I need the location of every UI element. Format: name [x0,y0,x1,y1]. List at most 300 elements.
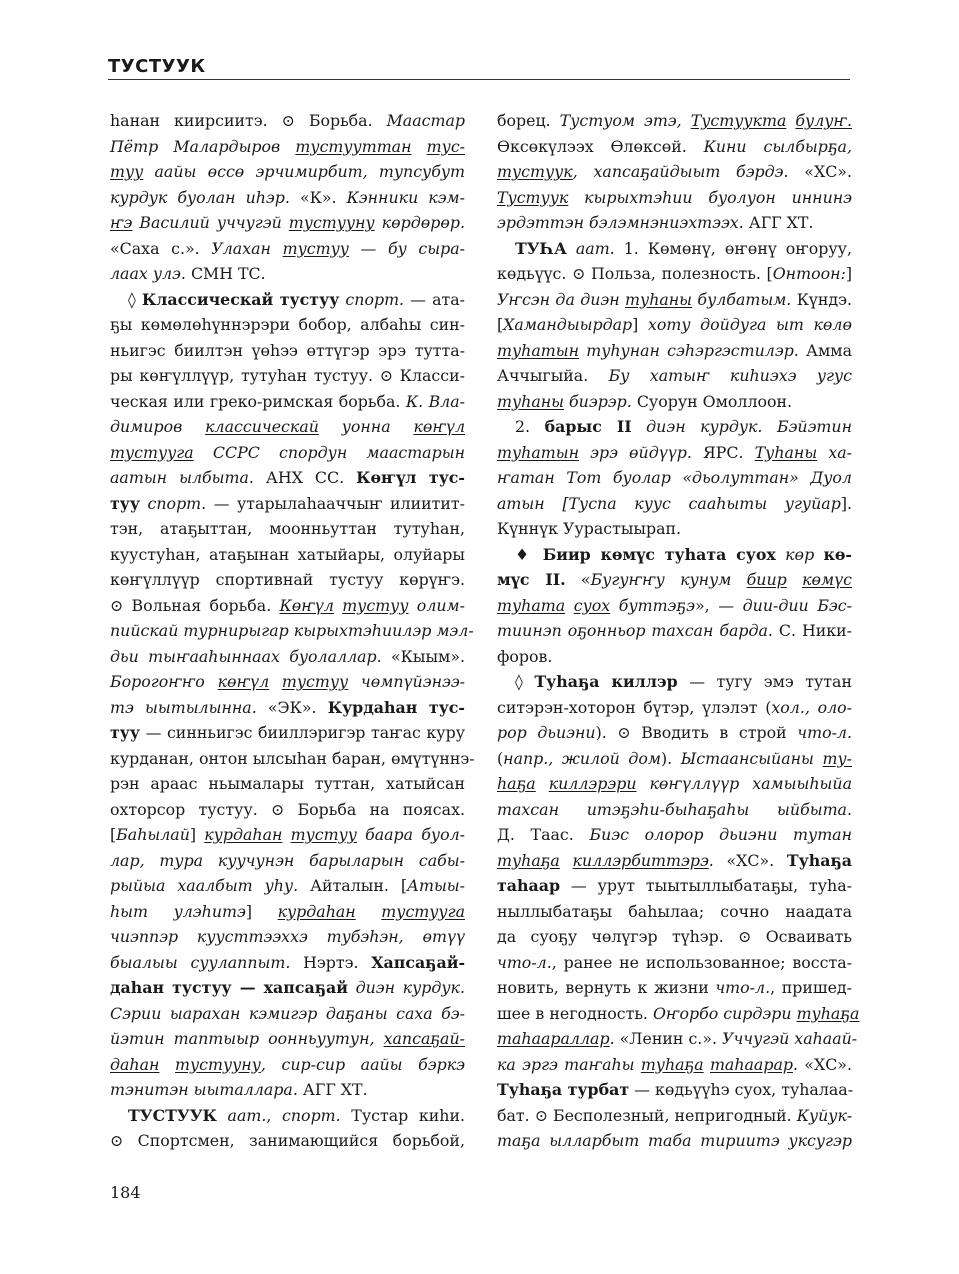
text-run: туу [110,723,141,742]
text-line [110,1103,465,1129]
text-line [497,746,852,772]
text-run: ] [845,264,852,283]
text-run: Хапсаҕай- [371,952,465,972]
text-run: что-л. [797,723,852,742]
text-run: тэн, атаҕыттан, моонньуттан тутуһан, [110,519,465,538]
text-run: « [565,570,591,589]
text-run: дьи тыҥааһыннаах буолаллар. [110,646,382,666]
text-line [110,848,465,874]
text-run: Бугуҥҥу кунум [590,570,747,589]
text-run: олим- [408,595,465,615]
text-run: туу [110,493,141,513]
right-column [497,108,860,1154]
text-run [776,545,785,564]
text-line [110,618,474,644]
text-line [497,720,852,746]
text-run [356,902,382,921]
text-run: ( [497,748,504,768]
text-run: һаҕа [497,774,536,793]
text-run: көдьүүс. ⊙ Польза, полезность. [ [497,264,773,283]
text-run: [ [497,315,504,334]
text-run: аат. [227,1105,267,1125]
text-run: «Саха с.». [110,238,212,258]
text-run: диэн курдук. [355,978,465,997]
text-run [536,774,549,793]
text-run: ♦ [515,544,543,564]
text-line [110,287,465,313]
text-run: туһаҕа [497,850,560,870]
text-run: хол., оло- [771,697,853,717]
text-run: Күндэ. [791,289,852,309]
text-run: напр., жилой дом [503,748,661,768]
text-run: К. Вла- [405,391,465,411]
text-run: уонна [318,417,414,436]
text-run: бат. ⊙ Бесполезный, непригодный. [497,1105,797,1125]
text-run: чиэппэр куусттээххэ тубэһэн, өтүү [110,927,465,946]
text-run: аатын ылбыта. [110,468,254,487]
text-run: Атыы- [407,876,466,895]
text-run: көрдөрөр. [374,213,465,232]
text-line [110,159,465,185]
text-run: Уччугэй хаһаай- [722,1029,858,1048]
text-line [497,108,852,134]
text-run: рор дьиэни [497,723,596,742]
text-run: булбатым. [692,289,792,309]
text-line [497,312,852,338]
text-run: куустуһан, атаҕынан хатыйары, олуйары [110,544,465,564]
text-run: аайы өссө эрчимирбит, тупсубут [143,162,465,181]
text-run [787,570,802,589]
running-head: ТУСТУУК [108,56,206,77]
text-line [110,440,465,466]
text-run: Кэнники кэм- [346,187,465,207]
text-run: көҥүллүүр хамыыһыйа [636,774,852,793]
text-run [217,1106,228,1125]
text-run: киллэрбиттэрэ [572,850,709,870]
text-run: ]. [840,493,852,513]
text-line [110,1026,465,1052]
text-run: ка эргэ таҥаһы [497,1054,641,1074]
text-line [110,593,465,619]
text-line [110,797,465,823]
text-run: туһаны [625,289,693,309]
text-run: тустууга [381,901,465,921]
text-run: ры көҥүллүүр, тутуһан тустуу. ⊙ Класси- [110,366,465,385]
text-run: хоту дойдуга ыт көлө [647,315,853,334]
text-line [110,516,465,542]
text-run: «Ленин с.». [614,1029,723,1048]
text-run: спорт. [282,1105,341,1125]
text-run: рыйыа хаалбыт уһу. [110,876,299,895]
text-run: тахсан итэҕэһи-быһаҕаһы ыйбыта. [497,799,852,819]
text-run [205,672,218,691]
text-line [497,440,852,466]
text-run: Бу хатыҥ киһиэхэ угус [608,366,853,385]
text-run: рэн араас ньымалары туттан, хатыйсан [110,774,465,793]
text-run: даһан [110,1054,160,1074]
text-line [497,542,852,568]
text-run: пийскай турнирыгар кырыхтэһиилэр мэл- [110,621,474,640]
text-run: Туһаҕа киллэр [534,672,678,691]
text-run: таҕа ылларбыт таба тириитэ уксугэр [497,1131,852,1150]
text-run: тустууга [110,442,194,462]
text-run: тустууну [288,213,375,232]
text-line [110,363,465,389]
text-line [110,567,465,593]
text-run: туһаҕа [640,1054,704,1074]
text-run: — урут тыытыллыбатаҕы, туһа- [560,876,852,895]
text-run: тустуу [281,672,349,691]
text-run: биэрэр. [564,391,632,411]
text-run: ту- [822,748,852,768]
text-run [567,239,576,258]
text-run: 1. Көмөнү, өҥөнү оҥоруу, [614,238,852,258]
text-line [497,975,852,1001]
text-line [110,338,465,364]
text-line [110,210,465,236]
text-line [110,669,465,695]
text-line [110,975,465,1001]
text-run: эрдэттэн бэлэмнэниэхтээх. [497,213,744,232]
text-run: Тустар киһи. [340,1105,465,1125]
text-run: Куйук- [796,1105,853,1125]
text-run: курданан, онтон ылсыһан баран, өмүтүннэ- [110,748,475,768]
text-line [497,134,852,160]
text-line [110,134,465,160]
text-line [110,720,465,746]
text-line [497,669,852,695]
text-run: , сир-сир аайы бэркэ [260,1054,465,1074]
text-run: тустууттан [295,136,412,156]
text-run: Биир көмүс туһата суох [542,544,776,564]
text-run: ] [189,825,205,844]
text-run: Өксөкүлээх Өлөксөй. [497,136,704,156]
text-run: Борогоҥҥо [110,672,205,691]
text-run: ◊ [128,289,142,309]
text-run: Кини сылбырҕа, [703,136,852,156]
text-line [497,1001,860,1027]
text-run [560,851,573,870]
text-run: [ [110,825,117,844]
text-run: чөмпүйэнээ- [348,672,466,691]
text-run: йэтин таптыыр оонньуутун, [110,1029,384,1048]
text-run: туһатын [497,340,579,360]
text-run: ] [632,315,648,334]
text-run [334,596,342,615]
text-line [497,848,852,874]
text-line [497,873,852,899]
text-line [110,414,465,440]
text-run: «Кыым». [381,646,466,666]
text-run: Оҥорбо сирдэри [652,1003,797,1023]
text-run: Көҥүл [279,595,334,615]
text-run: Тустуом этэ, [559,111,691,130]
text-run: ситэрэн-хоторон бүтэр, үлэлэт ( [497,697,772,717]
text-run: тустуу [342,595,409,615]
header-rule [108,79,850,80]
text-run: һанан киирсиитэ. ⊙ Борьба. [110,111,387,130]
text-run: ТУСТУУК [128,1105,217,1125]
text-run: Суорун Омоллоон. [631,391,793,411]
text-line [497,338,852,364]
text-run: Улахан [211,238,283,258]
text-run: ). ⊙ Вводить в строй [595,723,798,742]
text-run: тиинэп оҕонньор тахсан барда. [497,621,773,640]
text-run: димиров [110,417,206,436]
text-line [497,1103,852,1129]
text-run [159,1055,175,1074]
text-run: — көдьүүһэ суох, туһалаа- [629,1080,854,1099]
text-run: ҥэ [110,213,133,232]
text-run: Күннүк Уурастыырап. [497,519,682,538]
text-run: Туһаҕа турбат [497,1080,630,1099]
text-run: «ЭК». [256,697,328,717]
text-run: Тустуук [497,187,569,207]
text-run: лар, тура куучунэн барыларын сабы- [110,850,465,870]
text-line [110,746,475,772]
text-run: шее в негодность. [497,1003,653,1023]
text-line [497,287,852,313]
text-line [497,210,852,236]
text-run [412,137,427,156]
text-run: , хапсаҕайдыыт бэрдэ. [572,162,789,181]
text-run: ҥатан Тот буолар «дьолуттан» Дуол [497,468,852,487]
text-line [497,516,852,542]
text-run: ССРС спордун маастарын [193,442,465,462]
text-run: көр [785,544,815,564]
text-run: ҕы көмөлөһүннэрэри бобор, албаһы син- [110,315,465,334]
text-run: диэн курдук. Бэйэтин [646,417,852,436]
text-run: буттэҕэ [610,595,695,615]
text-line [497,899,852,925]
text-line [497,593,852,619]
text-run: суох [573,595,611,615]
text-run: Баһылай [116,825,190,844]
text-run: Туһаҕа [786,850,852,870]
text-line [497,261,852,287]
text-run: Туспа куус сааһыты угуйар [568,493,841,513]
text-run: ). [660,748,681,768]
text-run: көмүс [802,570,852,589]
text-line [110,644,465,670]
text-run: мүс II. [497,570,566,589]
text-run: таһаар [497,876,561,895]
text-line [497,1052,852,1078]
text-run: ньигэс биилтэн үөһээ өттүгэр эрэ тутта- [110,340,465,360]
text-line [497,924,852,950]
text-line [110,542,465,568]
text-run: — ата- [404,289,465,309]
text-run: ЯРС. [691,442,755,462]
text-run: АНХ СС. [253,468,357,487]
text-line [497,567,852,593]
text-run: «ХС». [798,1054,852,1074]
text-run: хапсаҕай- [383,1029,465,1048]
text-line [497,389,852,415]
text-line [497,644,852,670]
text-line [110,899,465,925]
text-run: ] [245,901,278,921]
text-run: кө- [823,544,852,564]
text-line [110,185,465,211]
text-line [110,312,465,338]
text-run: форов. [497,646,553,666]
text-run: тустууну [175,1054,261,1074]
text-line [497,1077,852,1103]
text-line [110,924,465,950]
text-run: аат. [575,238,615,258]
text-run [269,672,282,691]
text-run [632,417,647,436]
text-run: туу [110,162,144,181]
text-run: тус- [426,136,465,156]
text-run: Сэрии ыарахан кэмигэр даҕаны саха бэ- [110,1003,465,1023]
text-run: — тугу эмэ тутан [677,672,852,691]
text-run: классическай [205,417,319,436]
text-line [497,465,852,491]
text-run: ТУҺА [515,238,567,258]
text-run: 2. [515,417,545,436]
text-run: Д. Таас. [497,825,590,844]
text-run: Амма [798,340,852,360]
text-line [497,363,852,389]
text-run: , [266,1105,283,1125]
text-run [140,494,148,513]
text-run: тэ ыытылынна. [110,697,257,717]
text-line [497,771,852,797]
text-run: . [609,1029,615,1048]
text-run: С. Ники- [772,621,852,640]
text-run: , ранее не использованное; восста- [551,952,852,972]
text-line [497,950,852,976]
text-line [110,695,465,721]
text-run: , пришед- [770,978,852,997]
text-line [110,1077,465,1103]
text-run: Уҥсэн да диэн [497,289,626,309]
text-run: Туһаны [754,442,818,462]
text-run: «ХС». [788,162,852,181]
text-line [110,771,465,797]
text-run: Айталын. [ [298,876,407,895]
text-line [110,1128,465,1154]
text-line [110,1052,465,1078]
text-run: СМН ТС. [185,264,266,283]
text-run: дии-дии Бэс- [742,595,852,615]
text-line [497,159,852,185]
page-number: 184 [110,1183,141,1202]
text-run: Классическай тустуу [141,289,340,309]
text-run: курдаһан [204,825,283,844]
text-line [110,873,465,899]
text-run: новить, вернуть к жизни [497,978,716,997]
text-line [110,491,465,517]
text-run: эрэ өйдүүр. [579,442,692,462]
text-run: курдук буолан иһэр. [110,187,290,207]
text-run: таһаараллар [497,1029,610,1048]
text-run: кырыхтэһии буолуон иннинэ [568,187,852,207]
text-run: — утарылаһааччыҥ илиитит- [206,493,465,513]
text-run: туһаҕа [796,1003,860,1023]
text-run: булуҥ. [795,111,852,130]
text-run: атын [ [497,493,569,513]
text-run: тустуук [497,162,573,181]
text-line [497,236,852,262]
text-run: что-л. [497,952,552,972]
text-line [110,1001,465,1027]
text-run: Нэртэ. [290,952,372,972]
text-run: Василий уччугэй [132,213,289,232]
text-run: ⊙ Вольная борьба. [110,595,280,615]
text-run: баара буол- [356,825,465,844]
text-line [110,950,465,976]
text-run: көҥүллүүр спортивнай тустуу көрүҥэ. [110,570,465,589]
text-run: », — [694,595,743,615]
text-run: спорт. [345,289,405,309]
text-line [110,236,465,262]
text-run: спорт. [147,493,207,513]
text-run: көҥүл [217,672,270,691]
text-line [497,618,852,644]
text-line [497,1128,852,1154]
text-run: Пётр Малардыров [110,136,296,156]
text-run: Биэс олорор дьиэни тутан [589,825,852,844]
text-run: лаах улэ. [110,264,186,283]
text-run: Аччыгыйа. [497,366,609,385]
text-line [110,465,465,491]
text-run: көҥүл [413,417,466,436]
text-run: Тустуукта [690,111,787,130]
text-run: туһатын [497,442,579,462]
text-run: киллэрэри [548,774,637,793]
text-run: ческая или греко-римская борьба. [110,391,406,411]
text-run: быалыы суулаппыт. [110,952,291,972]
text-run: ха- [817,442,852,462]
text-run: АГГ ХТ. [743,213,814,232]
text-run: таһаарар [709,1054,793,1074]
text-run: что-л. [715,978,771,997]
text-run: Хамандыырдар [503,315,633,334]
text-run: Ыстаансыйаны [680,748,823,768]
text-line [110,108,465,134]
text-run: . [708,850,714,870]
text-run: «ХС». [713,850,787,870]
text-run: да суоҕу чөлүгэр түһэр. ⊙ Осваивать [497,927,852,946]
text-line [110,261,465,287]
text-line [497,414,852,440]
text-run: — синньигэс бииллэригэр таҥас куру [140,723,465,742]
text-run: ⊙ Спортсмен, занимающийся борьбой, [110,1131,465,1150]
text-line [110,822,465,848]
text-run [282,825,290,844]
text-line [497,1026,858,1052]
text-line [497,185,852,211]
text-run: — бу сыра- [348,238,465,258]
text-run: барыс II [544,417,632,436]
text-run: һыт улэһитэ [110,901,246,921]
text-run: ныллыбатаҕы баһылаа; сочно наадата [497,901,852,921]
text-run: Көҥүл тус- [356,468,465,487]
text-run: туһата [497,595,566,615]
text-line [110,389,465,415]
text-line [497,822,852,848]
text-run: биир [746,570,787,589]
text-run: даһан тустуу — хапсаҕай [110,978,348,997]
text-run: ◊ [515,672,535,691]
text-run [565,596,574,615]
text-run: борец. [497,111,560,130]
text-run: тустуу [290,825,357,844]
left-column [110,108,475,1154]
